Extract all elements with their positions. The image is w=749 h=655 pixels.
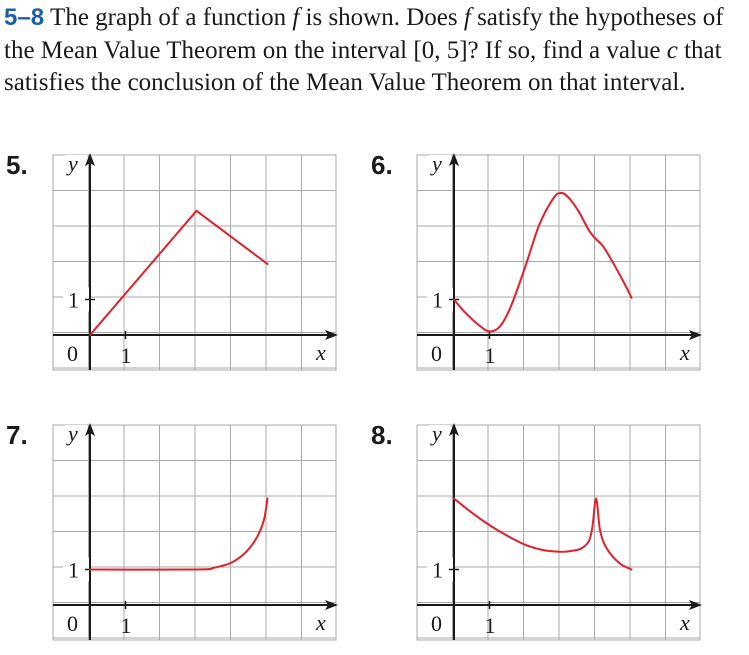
graph-canvas — [53, 421, 340, 646]
function-curve — [454, 499, 632, 570]
origin-label: 0 — [67, 341, 78, 366]
x-tick-label-1: 1 — [484, 343, 496, 368]
tick-label-bg — [462, 609, 482, 635]
function-curve — [90, 211, 268, 335]
problem-text-3: satisfy the hypotheses of the Mean Value Theorem on the interval [0, 5]? If so, find a value — [4, 4, 724, 64]
graph-6 — [417, 151, 704, 376]
x-axis-label: x — [316, 610, 326, 635]
grid — [53, 155, 336, 370]
y-axis-label: y — [68, 151, 78, 176]
x-axis-label: x — [680, 610, 690, 635]
x-tick-label-1: 1 — [484, 613, 496, 638]
y-tick-label-1: 1 — [68, 287, 79, 313]
graph-number-7: 7. — [6, 420, 28, 450]
grid — [417, 425, 700, 640]
x-axis-label: x — [316, 340, 326, 365]
grid — [53, 425, 336, 640]
origin-label: 0 — [431, 341, 442, 366]
graph-canvas — [53, 151, 340, 376]
function-symbol-2: f — [463, 4, 471, 31]
graph-5 — [53, 151, 340, 376]
problem-text-4: that satisfies the conclusion of the Mean Value Theorem on that interval. — [4, 36, 722, 96]
tick-label-bg — [462, 339, 482, 365]
origin-label: 0 — [431, 611, 442, 636]
origin-label: 0 — [67, 611, 78, 636]
problem-statement — [4, 2, 744, 100]
y-tick-label-1: 1 — [432, 287, 443, 313]
function-curve — [454, 193, 632, 331]
problem-range: 5–8 — [4, 4, 45, 31]
function-curve — [90, 499, 268, 570]
y-axis-label: y — [432, 151, 442, 176]
y-tick-label-1: 1 — [68, 557, 79, 583]
c-symbol: c — [666, 36, 678, 64]
x-tick-label-1: 1 — [120, 613, 132, 638]
graph-canvas — [417, 151, 704, 376]
tick-label-bg — [98, 339, 118, 365]
problem-text-1: The graph of a function — [50, 4, 293, 31]
y-axis-label: y — [432, 421, 442, 446]
graph-7 — [53, 421, 340, 646]
graph-8 — [417, 421, 704, 646]
graph-canvas — [417, 421, 704, 646]
x-axis-label: x — [680, 340, 690, 365]
y-axis-label: y — [68, 421, 78, 446]
problem-text-2: is shown. Does — [299, 4, 464, 31]
tick-label-bg — [98, 609, 118, 635]
graph-number-8: 8. — [371, 420, 393, 450]
x-tick-label-1: 1 — [120, 343, 132, 368]
graph-number-6: 6. — [371, 150, 393, 180]
grid — [417, 155, 700, 370]
function-symbol-1: f — [292, 4, 300, 31]
graph-number-5: 5. — [6, 150, 28, 180]
y-tick-label-1: 1 — [432, 557, 443, 583]
